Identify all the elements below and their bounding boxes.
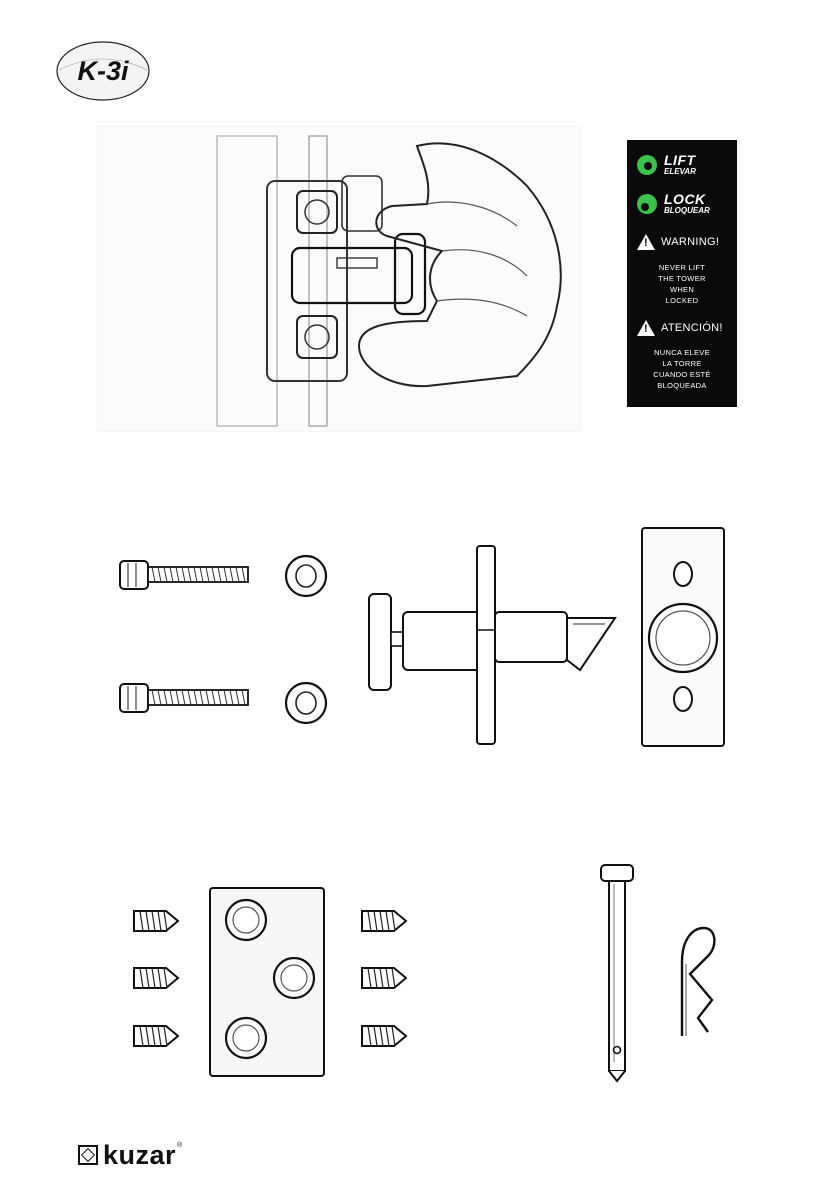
set-screw-drawing [360, 1022, 408, 1050]
washer-drawing [283, 680, 329, 726]
socket-bolt-drawing [118, 557, 253, 593]
warning-text-en [627, 262, 737, 306]
set-screw-drawing [360, 907, 408, 935]
lock-indicator-icon [637, 194, 657, 214]
spring-lock-pin-drawing [365, 542, 627, 747]
lift-row [637, 153, 731, 176]
warning-triangle-icon [637, 320, 655, 336]
washer-drawing [283, 553, 329, 599]
kuzar-logo-text: kuzar [103, 1139, 177, 1170]
threaded-block-drawing [208, 886, 326, 1078]
lock-label-es: BLOQUEAR [664, 206, 710, 215]
brand-logo [55, 40, 151, 102]
warning-label [627, 140, 737, 407]
lock-label-en: LOCK [664, 191, 706, 207]
warning-line: CUANDO ESTÉ [653, 370, 711, 379]
set-screw-drawing [132, 1022, 180, 1050]
warning-line: WHEN [669, 285, 695, 294]
warning-line: BLOQUEADA [657, 381, 707, 390]
warning-line: LA TORRE [662, 359, 702, 368]
warning-title-en: WARNING! [661, 236, 720, 248]
warning-heading-en [637, 234, 731, 250]
r-clip-drawing [668, 922, 720, 1040]
set-screw-drawing [360, 964, 408, 992]
brand-logo-text: K-3i [77, 56, 129, 86]
kuzar-logo-icon [78, 1145, 98, 1165]
socket-bolt-drawing [118, 680, 253, 716]
lift-label-en: LIFT [664, 152, 696, 168]
warning-triangle-icon [637, 234, 655, 250]
lock-operation-photo [97, 126, 581, 432]
warning-line: LOCKED [665, 296, 699, 305]
warning-line: NUNCA ELEVE [654, 348, 710, 357]
lift-label-es: ELEVAR [664, 167, 696, 176]
clevis-pin-drawing [598, 862, 636, 1084]
warning-line: THE TOWER [658, 274, 706, 283]
warning-heading-es [637, 320, 731, 336]
set-screw-drawing [132, 964, 180, 992]
warning-text-es [627, 347, 737, 391]
lock-row [637, 192, 731, 215]
warning-line: NEVER LIFT [658, 263, 706, 272]
mounting-plate-drawing [640, 526, 726, 748]
warning-title-es: ATENCIÓN! [661, 322, 723, 334]
set-screw-drawing [132, 907, 180, 935]
lift-indicator-icon [637, 155, 657, 175]
kuzar-logo [78, 1140, 182, 1170]
registered-mark: ® [177, 1141, 183, 1149]
